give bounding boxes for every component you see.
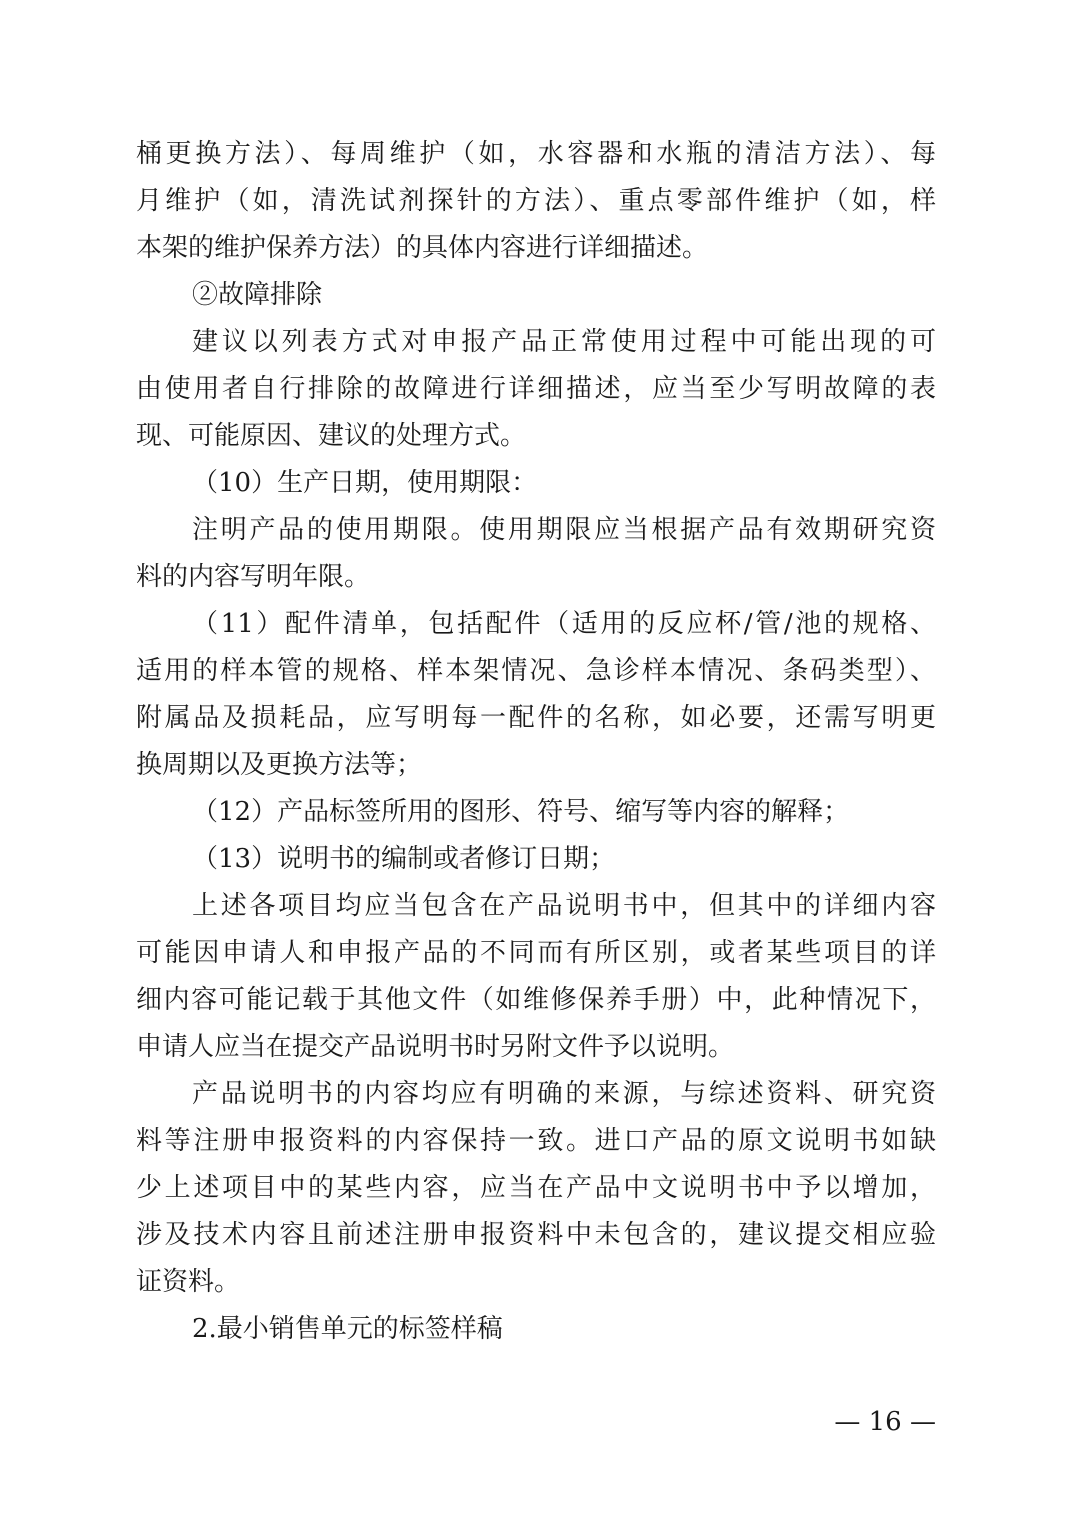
text-line: 换周期以及更换方法等； [136, 750, 423, 780]
text-line: 建议以列表方式对申报产品正常使用过程中可能出现的可 [192, 327, 936, 357]
text-line: 注明产品的使用期限。使用期限应当根据产品有效期研究资 [192, 515, 936, 545]
page-number: — 16 — [834, 1407, 936, 1437]
text-line: 产品说明书的内容均应有明确的来源，与综述资料、研究资 [192, 1079, 936, 1109]
text-line: 本架的维护保养方法）的具体内容进行详细描述。 [136, 233, 709, 263]
section-heading: ②故障排除 [192, 280, 323, 310]
text-line: 上述各项目均应当包含在产品说明书中，但其中的详细内容 [192, 891, 936, 921]
text-line: 涉及技术内容且前述注册申报资料中未包含的，建议提交相应验 [136, 1220, 936, 1250]
list-item-heading: （13）说明书的编制或者修订日期； [192, 844, 616, 874]
text-line: 现、可能原因、建议的处理方式。 [136, 421, 527, 451]
text-line: 月维护（如，清洗试剂探针的方法）、重点零部件维护（如，样 [136, 186, 936, 216]
list-item-heading: （11）配件清单，包括配件（适用的反应杯/管/池的规格、 [192, 609, 936, 639]
text-line: 证资料。 [136, 1267, 241, 1297]
text-line: 料等注册申报资料的内容保持一致。进口产品的原文说明书如缺 [136, 1126, 936, 1156]
text-line: 附属品及损耗品，应写明每一配件的名称，如必要，还需写明更 [136, 703, 936, 733]
text-line: 细内容可能记载于其他文件（如维修保养手册）中，此种情况下， [136, 985, 936, 1015]
section-heading: 2.最小销售单元的标签样稿 [192, 1314, 503, 1344]
text-line: 桶更换方法）、每周维护（如，水容器和水瓶的清洁方法）、每 [136, 139, 936, 169]
text-line: 少上述项目中的某些内容，应当在产品中文说明书中予以增加， [136, 1173, 936, 1203]
list-item-heading: （12）产品标签所用的图形、符号、缩写等内容的解释； [192, 797, 850, 827]
text-line: 料的内容写明年限。 [136, 562, 371, 592]
text-line: 由使用者自行排除的故障进行详细描述，应当至少写明故障的表 [136, 374, 936, 404]
text-line: 可能因申请人和申报产品的不同而有所区别，或者某些项目的详 [136, 938, 936, 968]
text-line: 申请人应当在提交产品说明书时另附文件予以说明。 [136, 1032, 735, 1062]
list-item-heading: （10）生产日期，使用期限： [192, 468, 538, 498]
text-line: 适用的样本管的规格、样本架情况、急诊样本情况、条码类型）、 [136, 656, 936, 686]
